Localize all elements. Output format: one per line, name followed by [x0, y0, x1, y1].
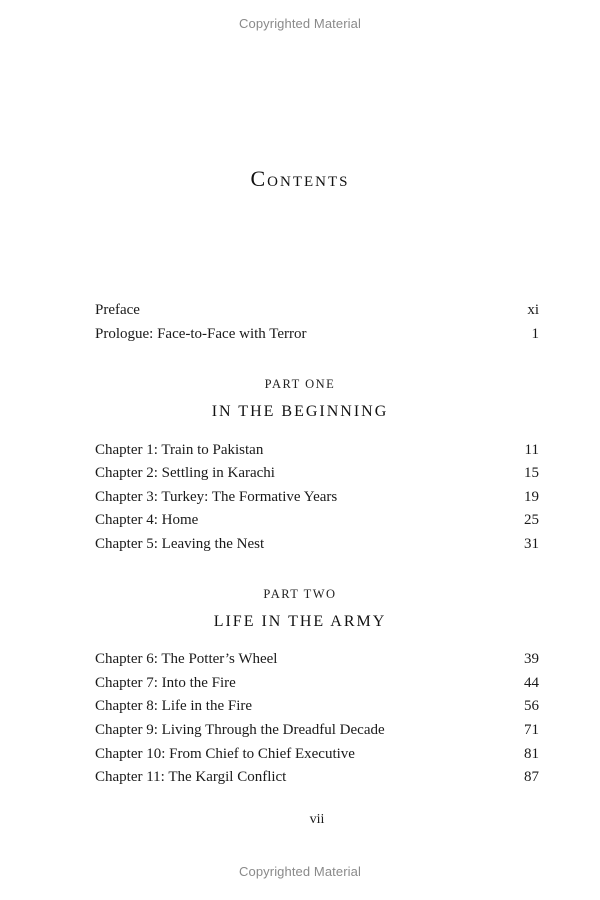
toc-entry-title: Prologue: Face-to-Face with Terror	[95, 326, 307, 342]
toc-entry-chapter-4[interactable]	[95, 509, 539, 531]
toc-entry-title: Chapter 2: Settling in Karachi	[95, 465, 275, 481]
toc-entry-page: 39	[524, 651, 539, 667]
toc-entry-chapter-3[interactable]	[95, 486, 539, 508]
toc-entry-page: 71	[524, 722, 539, 738]
toc-entry-chapter-7[interactable]	[95, 672, 539, 694]
part-two-title: LIFE IN THE ARMY	[213, 613, 387, 630]
toc-entry-page: 81	[524, 746, 539, 762]
toc-entry-page: 56	[524, 698, 539, 714]
toc-entry-page: 44	[524, 675, 539, 691]
toc-entry-title: Chapter 1: Train to Pakistan	[95, 442, 264, 458]
toc-entry-title: Preface	[95, 302, 140, 318]
toc-entry-title: Chapter 9: Living Through the Dreadful Decade	[95, 722, 385, 738]
toc-entry-page: 31	[524, 536, 539, 552]
toc-entry-title: Chapter 7: Into the Fire	[95, 675, 236, 691]
page-number: vii	[309, 812, 325, 827]
toc-entry-page: 19	[524, 489, 539, 505]
toc-entry-title: Chapter 8: Life in the Fire	[95, 698, 253, 714]
toc-entry-chapter-10[interactable]	[95, 743, 539, 765]
page-title: Contents	[250, 166, 350, 191]
toc-entry-page: 11	[524, 442, 539, 458]
copyright-watermark-bottom: Copyrighted Material	[239, 864, 361, 879]
toc-entry-title: Chapter 11: The Kargil Conflict	[95, 769, 287, 785]
part-one-title: IN THE BEGINNING	[211, 403, 389, 420]
toc-entry-title: Chapter 10: From Chief to Chief Executive	[95, 746, 355, 762]
toc-entry-title: Chapter 5: Leaving the Nest	[95, 536, 265, 552]
toc-entry-title: Chapter 6: The Potter’s Wheel	[95, 651, 278, 667]
toc-entry-chapter-8[interactable]	[95, 695, 539, 717]
toc-entry-chapter-2[interactable]	[95, 462, 539, 484]
toc-entry-page: 87	[524, 769, 539, 785]
toc-entry-prologue[interactable]	[95, 323, 539, 345]
toc-entry-chapter-5[interactable]	[95, 533, 539, 555]
toc-entry-page: 1	[531, 326, 539, 342]
toc-entry-chapter-11[interactable]	[95, 766, 539, 788]
toc-entry-chapter-6[interactable]	[95, 648, 539, 670]
part-one-label: PART ONE	[264, 377, 336, 391]
toc-entry-title: Chapter 3: Turkey: The Formative Years	[95, 489, 338, 505]
copyright-watermark-top: Copyrighted Material	[239, 16, 361, 31]
toc-entry-title: Chapter 4: Home	[95, 512, 199, 528]
toc-entry-preface[interactable]	[95, 299, 539, 321]
toc-entry-page: 15	[524, 465, 539, 481]
part-two-label: PART TWO	[263, 587, 337, 601]
toc-entry-chapter-1[interactable]	[95, 439, 539, 461]
toc-entry-page: xi	[527, 302, 539, 318]
toc-entry-page: 25	[524, 512, 539, 528]
toc-entry-chapter-9[interactable]	[95, 719, 539, 741]
